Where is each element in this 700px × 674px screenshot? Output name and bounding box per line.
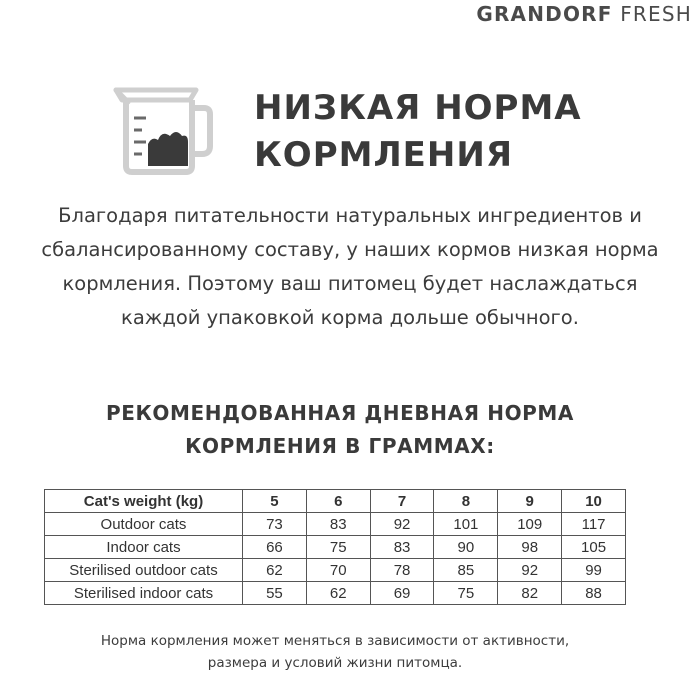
table-cell: 62 [306,582,370,605]
table-header-cell: Cat's weight (kg) [45,490,243,513]
table-cell: 62 [243,559,307,582]
intro-line-4: каждой упаковкой корма дольше обычного. [121,306,579,329]
brand-suffix: FRESH [620,2,692,26]
table-heading-line-1: РЕКОМЕНДОВАННАЯ ДНЕВНАЯ НОРМА [105,401,575,425]
table-cell: Sterilised indoor cats [45,582,243,605]
table-cell: 92 [498,559,562,582]
table-cell: 69 [370,582,434,605]
table-cell: 73 [243,513,307,536]
footnote-line-1: Норма кормления может меняться в зависимости от активности, [100,633,570,649]
table-cell: 70 [306,559,370,582]
table-header-cell: 7 [370,490,434,513]
footnote [0,630,670,674]
table-header-cell: 9 [498,490,562,513]
table-cell: 109 [498,513,562,536]
table-header-cell: 10 [562,490,626,513]
table-cell: 101 [434,513,498,536]
table-cell: 92 [370,513,434,536]
table-cell: 66 [243,536,307,559]
feeding-table [44,489,626,605]
table-cell: 75 [306,536,370,559]
table-header-cell: 8 [434,490,498,513]
table-row [45,582,626,605]
table-cell: 75 [434,582,498,605]
intro-line-1: Благодаря питательности натуральных ингредиентов и [58,204,642,227]
table-cell: 83 [306,513,370,536]
table-header-cell: 5 [243,490,307,513]
table-cell: 85 [434,559,498,582]
table-header-row [45,490,626,513]
brand-logo [476,0,692,30]
intro-paragraph [0,199,700,335]
table-cell: 117 [562,513,626,536]
table-cell: 98 [498,536,562,559]
table-row [45,536,626,559]
table-cell: 55 [243,582,307,605]
intro-line-3: кормления. Поэтому ваш питомец будет наслаждаться [62,272,638,295]
table-heading-line-2: КОРМЛЕНИЯ В ГРАММАХ: [185,434,495,458]
table-cell: 83 [370,536,434,559]
table-cell: 88 [562,582,626,605]
measuring-cup-icon [112,84,216,176]
footnote-line-2: размера и условий жизни питомца. [207,655,463,671]
headline [254,85,674,179]
table-cell: Outdoor cats [45,513,243,536]
table-cell: Sterilised outdoor cats [45,559,243,582]
intro-line-2: сбалансированному составу, у наших кормов низкая норма [41,238,659,261]
table-heading [0,397,680,463]
headline-line-2: КОРМЛЕНИЯ [254,135,514,175]
table-cell: 82 [498,582,562,605]
brand-name: GRANDORF [476,2,613,26]
table-cell: 78 [370,559,434,582]
table-row [45,559,626,582]
table-cell: Indoor cats [45,536,243,559]
table-cell: 105 [562,536,626,559]
table-header-cell: 6 [306,490,370,513]
headline-line-1: НИЗКАЯ НОРМА [254,88,582,128]
table-row [45,513,626,536]
table-cell: 99 [562,559,626,582]
table-cell: 90 [434,536,498,559]
